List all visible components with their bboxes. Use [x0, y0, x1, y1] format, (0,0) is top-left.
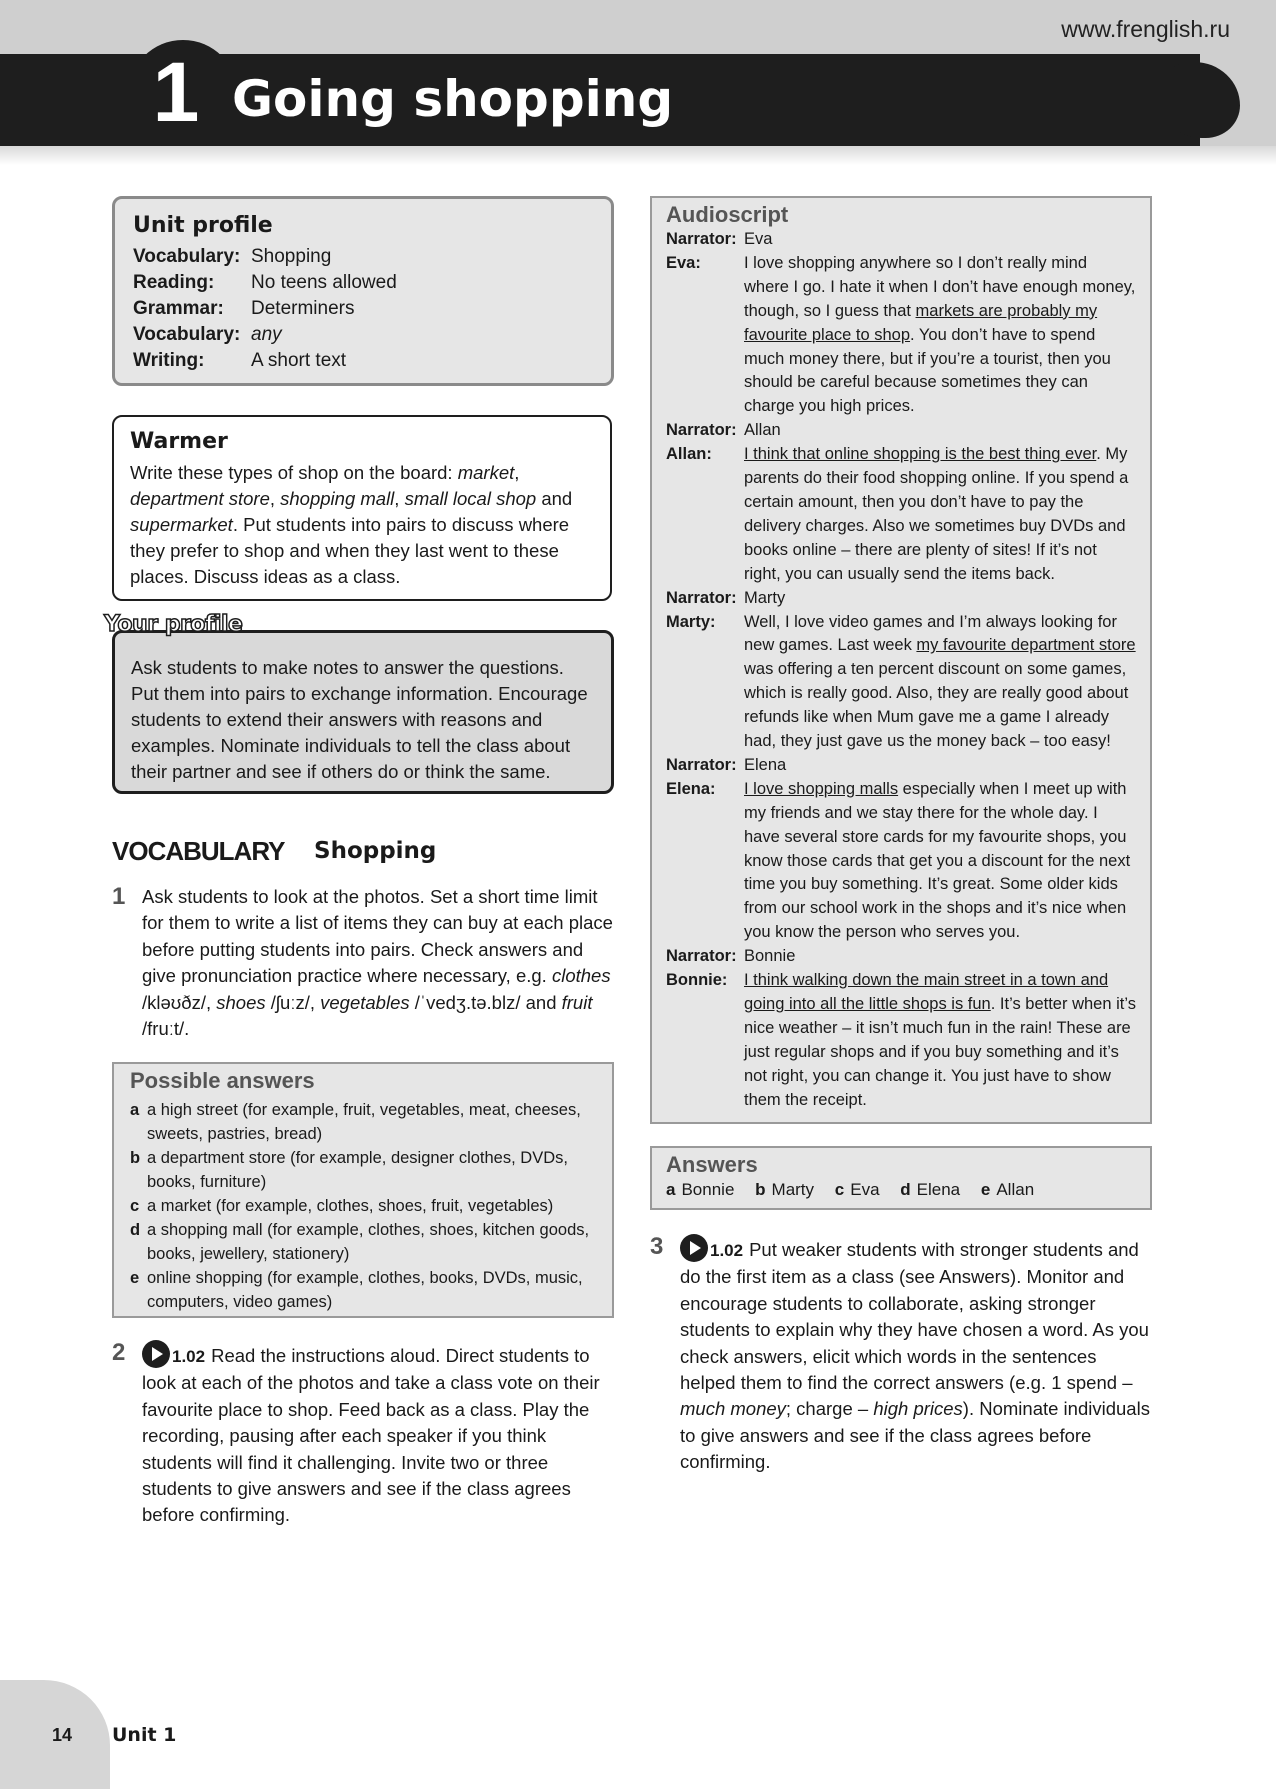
script-line: Narrator: Bonnie: [666, 947, 796, 966]
possible-answers-title: Possible answers: [130, 1068, 315, 1093]
profile-row: [133, 348, 593, 374]
profile-row: [133, 322, 593, 348]
your-profile-label: Your profile: [104, 612, 243, 637]
profile-value: any: [251, 324, 282, 345]
profile-value: No teens allowed: [251, 272, 397, 293]
answers-box: [650, 1146, 1152, 1210]
answer-item: c Eva: [834, 1180, 880, 1199]
task-text: 1.02 Read the instructions aloud. Direct students to look at each of the photos and take a class vote on their favourite place to shop. Feed back as a class. Play the recording, pausing after each speaker if you think students will find it challenging. Invite two or three students to give answers and see if the class agrees before confirming.: [142, 1340, 614, 1529]
profile-key: Vocabulary:: [133, 246, 241, 267]
warmer-box: [112, 415, 612, 601]
unit-profile-title: Unit profile: [133, 213, 273, 238]
profile-key: Reading:: [133, 272, 215, 293]
task-3: [650, 1234, 1152, 1476]
audio-play-icon[interactable]: [680, 1234, 708, 1262]
section-subheading: Shopping: [314, 838, 437, 864]
possible-answers-box: [112, 1062, 614, 1318]
task-text: 1.02 Put weaker students with stronger students and do the first item as a class (see Answers). Monitor and encourage students to collaborate, asking stronger students to explain why they have chosen a word. As you check answers, elicit which words in the sentences helped them to find the correct answers (e.g. 1 spend – much money; charge – high prices). Nominate individuals to give answers and see if the class agrees before confirming.: [680, 1234, 1152, 1476]
script-line: Eva: I love shopping anywhere so I don’t really mind where I go. I hate it when I don’t have enough money, though, so I guess that markets are probably my favourite place to shop. You don’t have to spend much money there, but if you’re a tourist, then you should be careful because sometimes they can charge you high prices.: [666, 253, 1136, 416]
page-title: Going shopping: [232, 70, 674, 128]
script-line: Narrator: Allan: [666, 421, 781, 440]
script-line: Elena: I love shopping malls especially when I meet up with my friends and we stay there for the whole day. I have several store cards for my favourite shops, you know those cards that get you a discount for the next time you buy something. It’s great. Some older kids from our school work in the shops and it’s nice when you know the person who serves you.: [666, 779, 1131, 942]
site-url[interactable]: www.frenglish.ru: [1061, 16, 1230, 42]
list-item: d a shopping mall (for example, clothes, shoes, kitchen goods, books, jewellery, stationery): [130, 1221, 590, 1263]
answer-item: a Bonnie: [666, 1180, 735, 1199]
list-item: e online shopping (for example, clothes, books, DVDs, music, computers, video games): [130, 1269, 583, 1311]
script-line: Narrator: Elena: [666, 755, 787, 774]
answer-item: e Allan: [980, 1180, 1035, 1199]
task-text: Ask students to look at the photos. Set a short time limit for them to write a list of items they can buy at each place before putting students into pairs. Check answers and give pronunciation practice where necessary, e.g. clothes /kləʊðz/, shoes /ʃuːz/, vegetables /ˈvedʒ.tə.blz/ and fruit /fruːt/.: [142, 886, 613, 1040]
answer-item: d Elena: [900, 1180, 961, 1199]
script-line: Marty: Well, I love video games and I’m always looking for new games. Last week my favourite department store was offering a ten percent discount on some games, which is really good. Also, they are really good about refunds like when Mum gave me a game I already had, they just gave us the money back – too easy!: [666, 612, 1136, 751]
task-number: 1: [112, 883, 126, 910]
profile-value: Shopping: [251, 246, 332, 267]
task-1: [112, 884, 614, 1042]
task-number: 2: [112, 1339, 126, 1366]
answers-title: Answers: [666, 1152, 758, 1177]
profile-value: Determiners: [251, 298, 355, 319]
task-2: [112, 1340, 614, 1529]
script-line: Narrator: Marty: [666, 588, 786, 607]
profile-row: [133, 244, 593, 270]
track-number: 1.02: [172, 1347, 206, 1366]
your-profile-box: [112, 630, 614, 794]
unit-number: 1: [152, 45, 200, 139]
warmer-title: Warmer: [130, 429, 228, 454]
profile-row: [133, 270, 593, 296]
audio-play-icon[interactable]: [142, 1340, 170, 1368]
profile-key: Vocabulary:: [133, 324, 241, 345]
track-number: 1.02: [710, 1241, 744, 1260]
profile-key: Writing:: [133, 350, 205, 371]
header-divider: [0, 146, 1276, 165]
audioscript-box: [650, 196, 1152, 1124]
answers-row: [666, 1178, 1136, 1202]
script-line: Allan: I think that online shopping is the best thing ever. My parents do their food shopping online. If you spend a certain amount, then you don’t have to pay the delivery charges. Also we sometimes buy DVDs and books online – there are plenty of sites! If it’s not right, you can usually send the items back.: [666, 445, 1129, 583]
list-item: a a high street (for example, fruit, vegetables, meat, cheeses, sweets, pastries, bread): [130, 1101, 581, 1143]
profile-value: A short text: [251, 350, 347, 371]
unit-profile-box: [112, 196, 614, 386]
footer-unit-label: Unit 1: [112, 1724, 177, 1746]
your-profile-text: Ask students to make notes to answer the questions. Put them into pairs to exchange information. Encourage students to extend their answers with reasons and examples. Nominate individuals to tell the class about their partner and see if others do or think the same.: [131, 657, 588, 782]
profile-row: [133, 296, 593, 322]
warmer-text: Write these types of shop on the board: market, department store, shopping mall, small local shop and supermarket. Put students into pairs to discuss where they prefer to shop and when they last went to these places. Discuss ideas as a class.: [130, 462, 573, 587]
profile-key: Grammar:: [133, 298, 224, 319]
answer-item: b Marty: [755, 1180, 815, 1199]
task-number: 3: [650, 1233, 664, 1260]
script-line: Narrator: Eva: [666, 230, 773, 248]
script-line: Bonnie: I think walking down the main street in a town and going into all the little shops is fun. It’s better when it’s nice weather – it isn’t much fun in the rain! These are just regular shops and if you buy something and it’s not right, you can change it. You just have to show them the receipt.: [666, 971, 1136, 1109]
audioscript-title: Audioscript: [666, 202, 789, 227]
section-heading: VOCABULARY: [112, 836, 285, 866]
list-item: c a market (for example, clothes, shoes, fruit, vegetables): [130, 1197, 554, 1215]
list-item: b a department store (for example, designer clothes, DVDs, books, furniture): [130, 1149, 568, 1191]
page-number: 14: [52, 1725, 73, 1745]
